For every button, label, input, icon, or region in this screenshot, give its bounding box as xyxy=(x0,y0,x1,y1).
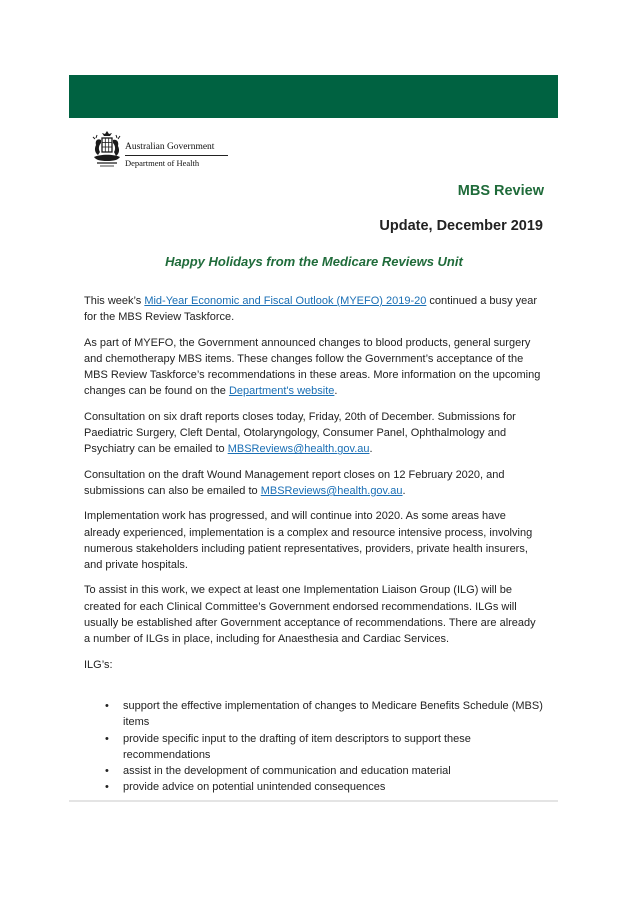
paragraph-implementation: Implementation work has progressed, and will continue into 2020. As some areas have already experienced, implementation is a complex and resource intensive process, involving numerous stakeholders including patient representatives, providers, private health insurers, and private hospitals. xyxy=(84,510,533,572)
department-website-link[interactable]: Department's website xyxy=(228,385,335,398)
list-item: • provide advice on potential unintended consequences xyxy=(123,779,544,795)
ilg-list xyxy=(84,698,544,796)
ilg-heading: ILG’s: xyxy=(84,658,113,671)
bullet-icon: • xyxy=(105,699,109,712)
header-banner xyxy=(69,75,558,118)
bullet-icon: • xyxy=(105,781,109,794)
paragraph-ilg: To assist in this work, we expect at least one Implementation Liaison Group (ILG) will be created for each Clinical Committee’s Government endorsed recommendations. ILGs will usually be established after Government acceptance of recommendations. There are already a number of ILGs in place, including for Anaesthesia and Cardiac Services. xyxy=(84,584,536,646)
logo-divider xyxy=(125,155,228,156)
list-item: • assist in the development of communication and education material xyxy=(123,763,544,779)
government-logo xyxy=(91,130,241,174)
list-item: • support the effective implementation of changes to Medicare Benefits Schedule (MBS) items xyxy=(105,699,543,729)
footer-divider xyxy=(69,800,558,802)
review-title: MBS Review xyxy=(457,183,544,199)
paragraph-announcement: As part of MYEFO, the Government announced changes to blood products, general surgery and chemotherapy MBS items. These changes follow the Government’s acceptance of the MBS Review Taskforce’s recommendations in these areas. More information on the upcoming changes can be found on the Department's website. xyxy=(84,336,541,398)
newsletter-body xyxy=(84,293,544,796)
paragraph-myefo: This week’s Mid-Year Economic and Fiscal Outlook (MYEFO) 2019-20 continued a busy year for the MBS Review Taskforce. xyxy=(84,295,538,324)
list-item: • provide specific input to the drafting of item descriptors to support these recommendations xyxy=(105,732,471,761)
bullet-icon: • xyxy=(105,765,109,778)
update-title: Update, December 2019 xyxy=(379,218,543,234)
email-link[interactable]: MBSReviews@health.gov.au xyxy=(260,484,403,497)
bullet-icon: • xyxy=(105,732,109,745)
email-link[interactable]: MBSReviews@health.gov.au xyxy=(227,443,370,456)
department-name: Department of Health xyxy=(125,158,200,168)
paragraph-wound-management: Consultation on the draft Wound Management report closes on 12 February 2020, and submissions can also be emailed to MBSReviews@health.gov.au. xyxy=(84,468,505,497)
holiday-greeting: Happy Holidays from the Medicare Reviews Unit xyxy=(165,254,463,269)
paragraph-consultation: Consultation on six draft reports closes today, Friday, 20th of December. Submissions for Paediatric Surgery, Cleft Dental, Otolaryngology, Consumer Panel, Ophthalmology and Psychiatry can be emailed to MBSReviews@health.gov.au. xyxy=(84,410,516,456)
government-name: Australian Government xyxy=(125,142,215,152)
myefo-link[interactable]: Mid-Year Economic and Fiscal Outlook (MYEFO) 2019-20 xyxy=(144,295,427,307)
coat-of-arms-icon xyxy=(91,130,123,174)
